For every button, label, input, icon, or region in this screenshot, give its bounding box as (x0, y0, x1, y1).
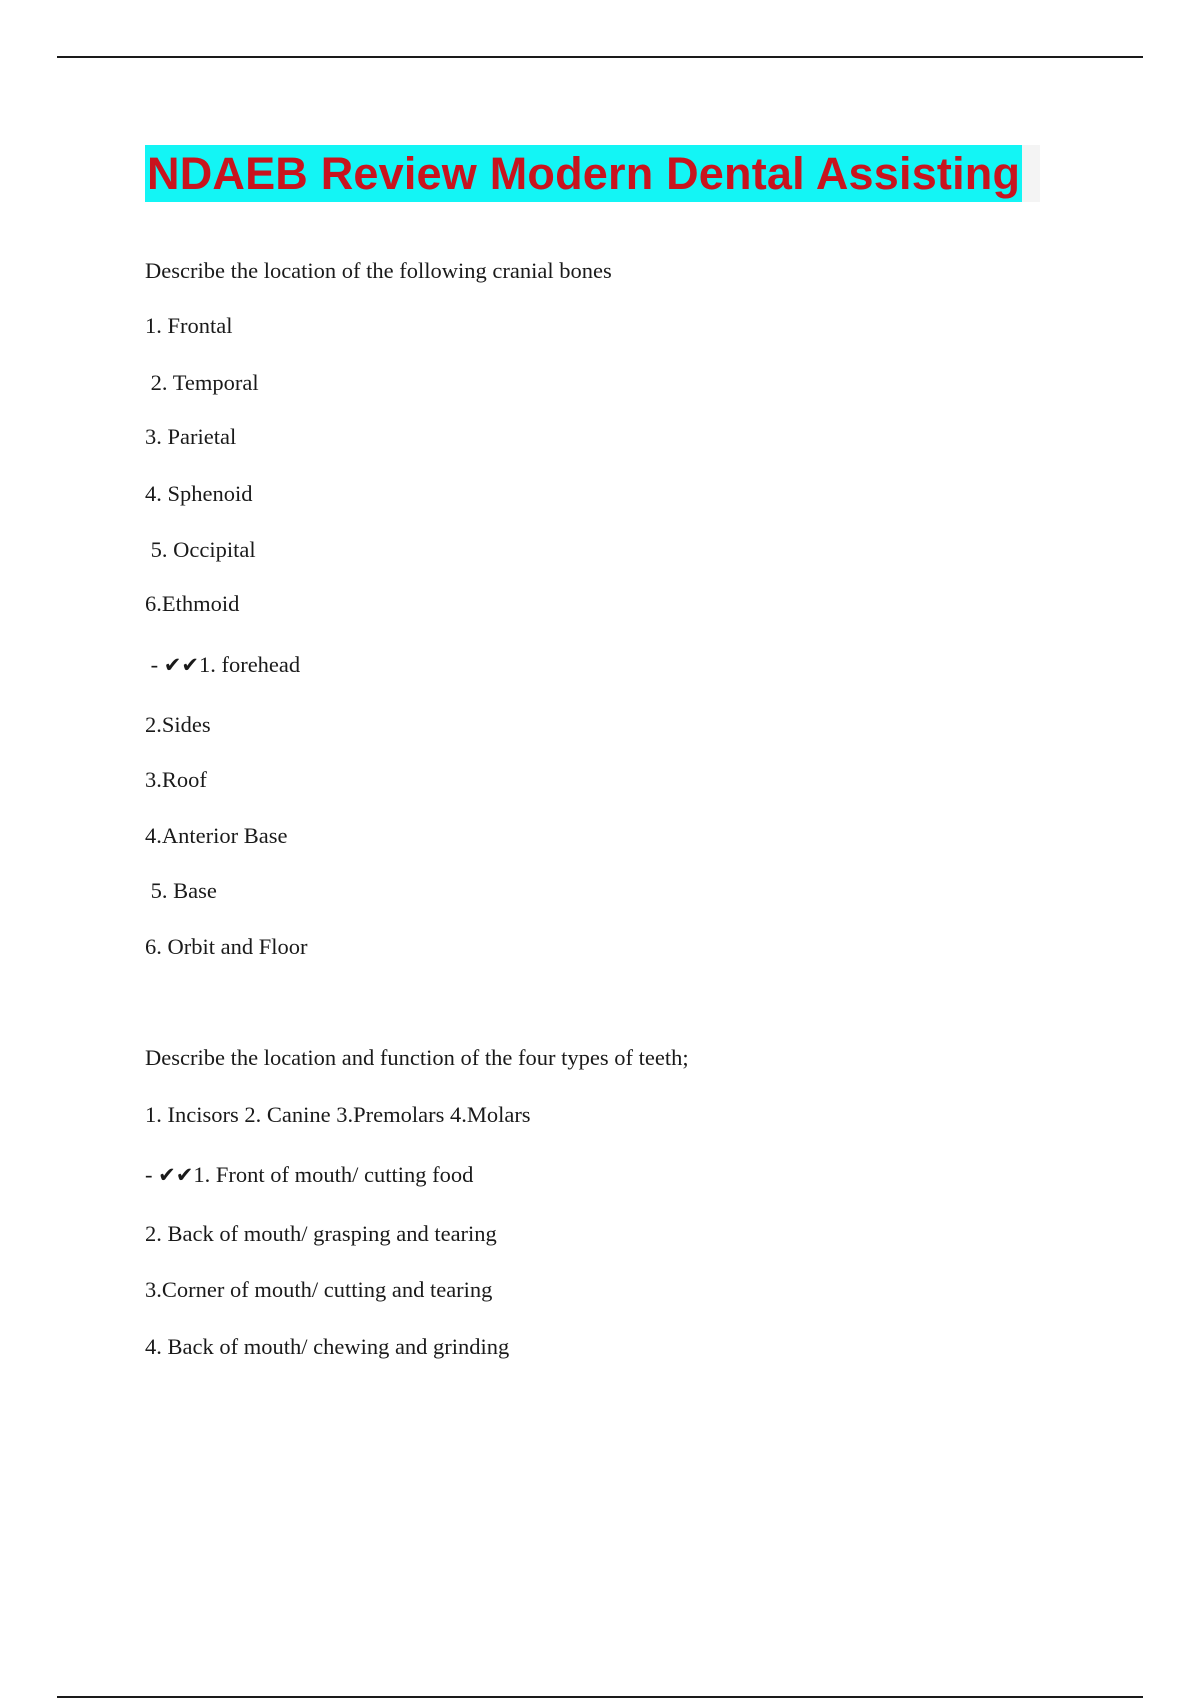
question-2-item: 1. Incisors 2. Canine 3.Premolars 4.Molars (145, 1102, 531, 1127)
question-1-answer: 2.Sides (145, 712, 211, 737)
title-highlight (145, 145, 1022, 202)
question-1-answer-first (145, 651, 300, 679)
question-1-item: 1. Frontal (145, 313, 233, 338)
question-2-answer: 3.Corner of mouth/ cutting and tearing (145, 1277, 493, 1302)
question-1-answer: 3.Roof (145, 767, 207, 792)
question-2-answer-first (145, 1161, 473, 1189)
question-1-item: 5. Occipital (145, 537, 256, 562)
question-1-answer: 5. Base (145, 878, 217, 903)
check-icon: ✔✔ (163, 653, 199, 677)
top-rule (57, 56, 1143, 58)
answer-text: 1. forehead (198, 652, 301, 677)
question-1-prompt: Describe the location of the following cranial bones (145, 258, 612, 283)
question-1-item: 2. Temporal (145, 370, 259, 395)
question-2-prompt: Describe the location and function of the four types of teeth; (145, 1045, 689, 1070)
question-1-answer: 6. Orbit and Floor (145, 934, 308, 959)
answer-text: 1. Front of mouth/ cutting food (193, 1162, 474, 1187)
answer-prefix: - (145, 652, 164, 677)
question-2-answer: 4. Back of mouth/ chewing and grinding (145, 1334, 510, 1359)
document-title: NDAEB Review Modern Dental Assisting (147, 148, 1021, 199)
question-1-item: 6.Ethmoid (145, 591, 240, 616)
check-icon: ✔✔ (158, 1163, 194, 1187)
bottom-rule (57, 1696, 1143, 1698)
question-1-answer: 4.Anterior Base (145, 823, 288, 848)
question-1-item: 3. Parietal (145, 424, 237, 449)
question-1-item: 4. Sphenoid (145, 481, 253, 506)
question-2-answer: 2. Back of mouth/ grasping and tearing (145, 1221, 497, 1246)
answer-prefix: - (145, 1162, 159, 1187)
